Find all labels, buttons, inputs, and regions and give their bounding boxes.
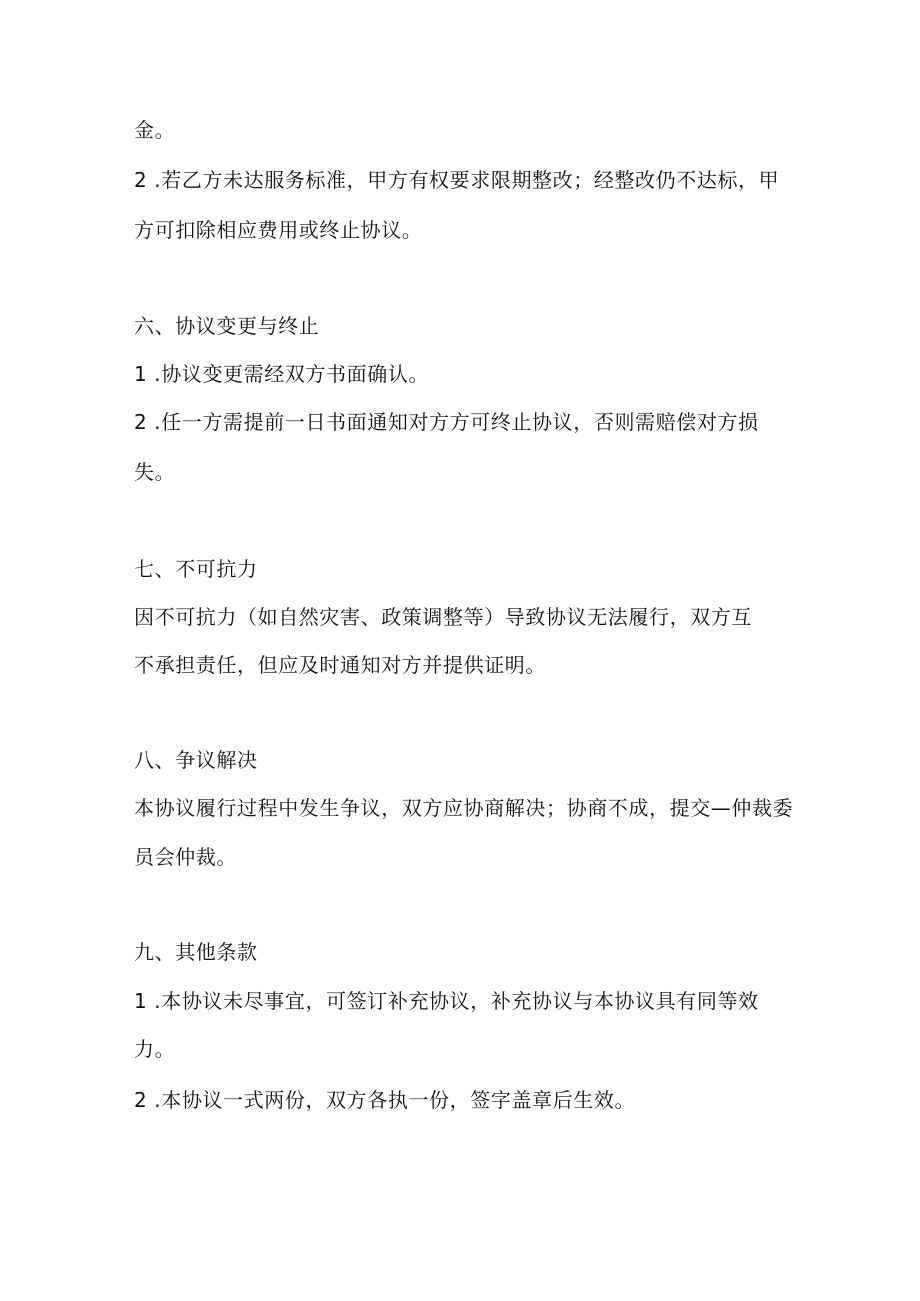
clause-6-item-2: 2 .任一方需提前一日书面通知对方方可终止协议，否则需赔偿对方损: [134, 410, 759, 434]
clause-8-text-continued: 员会仲裁。: [134, 845, 237, 869]
clause-7-text-continued: 不承担责任，但应及时通知对方并提供证明。: [134, 653, 546, 677]
section-heading-6: 六、协议变更与终止: [134, 314, 320, 338]
clause-5-item-2-continued: 方可扣除相应费用或终止协议。: [134, 218, 423, 242]
clause-8-text: 本协议履行过程中发生争议，双方应协商解决；协商不成，提交—仲裁委: [134, 796, 794, 820]
section-heading-8: 八、争议解决: [134, 748, 258, 772]
section-heading-7: 七、不可抗力: [134, 557, 258, 581]
clause-9-item-1: 1 .本协议未尽事宜，可签订补充协议，补充协议与本协议具有同等效: [134, 989, 759, 1013]
clause-5-continuation: 金。: [134, 118, 176, 142]
clause-6-item-2-continued: 失。: [134, 460, 176, 484]
section-heading-9: 九、其他条款: [134, 940, 258, 964]
clause-9-item-1-continued: 力。: [134, 1037, 176, 1061]
clause-7-text: 因不可抗力（如自然灾害、政策调整等）导致协议无法履行，双方互: [134, 605, 752, 629]
clause-6-item-1: 1 .协议变更需经双方书面确认。: [134, 362, 430, 386]
clause-5-item-2: 2 .若乙方未达服务标准，甲方有权要求限期整改；经整改仍不达标，甲: [134, 168, 780, 192]
clause-9-item-2: 2 .本协议一式两份，双方各执一份，签字盖章后生效。: [134, 1088, 636, 1112]
